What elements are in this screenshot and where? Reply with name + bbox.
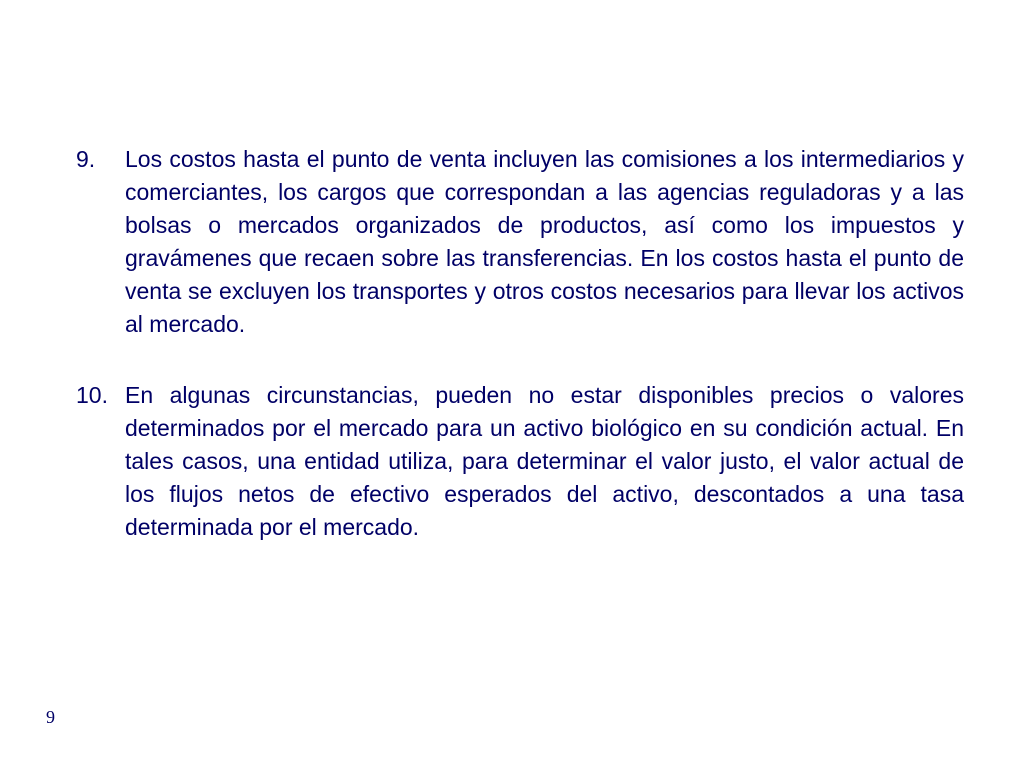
numbered-list (76, 143, 964, 582)
list-item (76, 143, 964, 341)
item-number: 10. (76, 382, 108, 408)
item-text: Los costos hasta el punto de venta incluyen las comisiones a los intermediarios y comerciantes, los cargos que correspondan a las agencias reguladoras y a las bolsas o mercados organizados de productos, así como los impuestos y gravámenes que recaen sobre las transferencias. En los costos hasta el punto de venta se excluyen los transportes y otros costos necesarios para llevar los activos al mercado. (125, 146, 964, 337)
item-text: En algunas circunstancias, pueden no estar disponibles precios o valores determinados por el mercado para un activo biológico en su condición actual. En tales casos, una entidad utiliza, para determinar el valor justo, el valor actual de los flujos netos de efectivo esperados del activo, descontados a una tasa determinada por el mercado. (125, 382, 964, 540)
list-item (76, 379, 964, 544)
page-number: 9 (46, 707, 55, 727)
item-number: 9. (76, 146, 96, 172)
